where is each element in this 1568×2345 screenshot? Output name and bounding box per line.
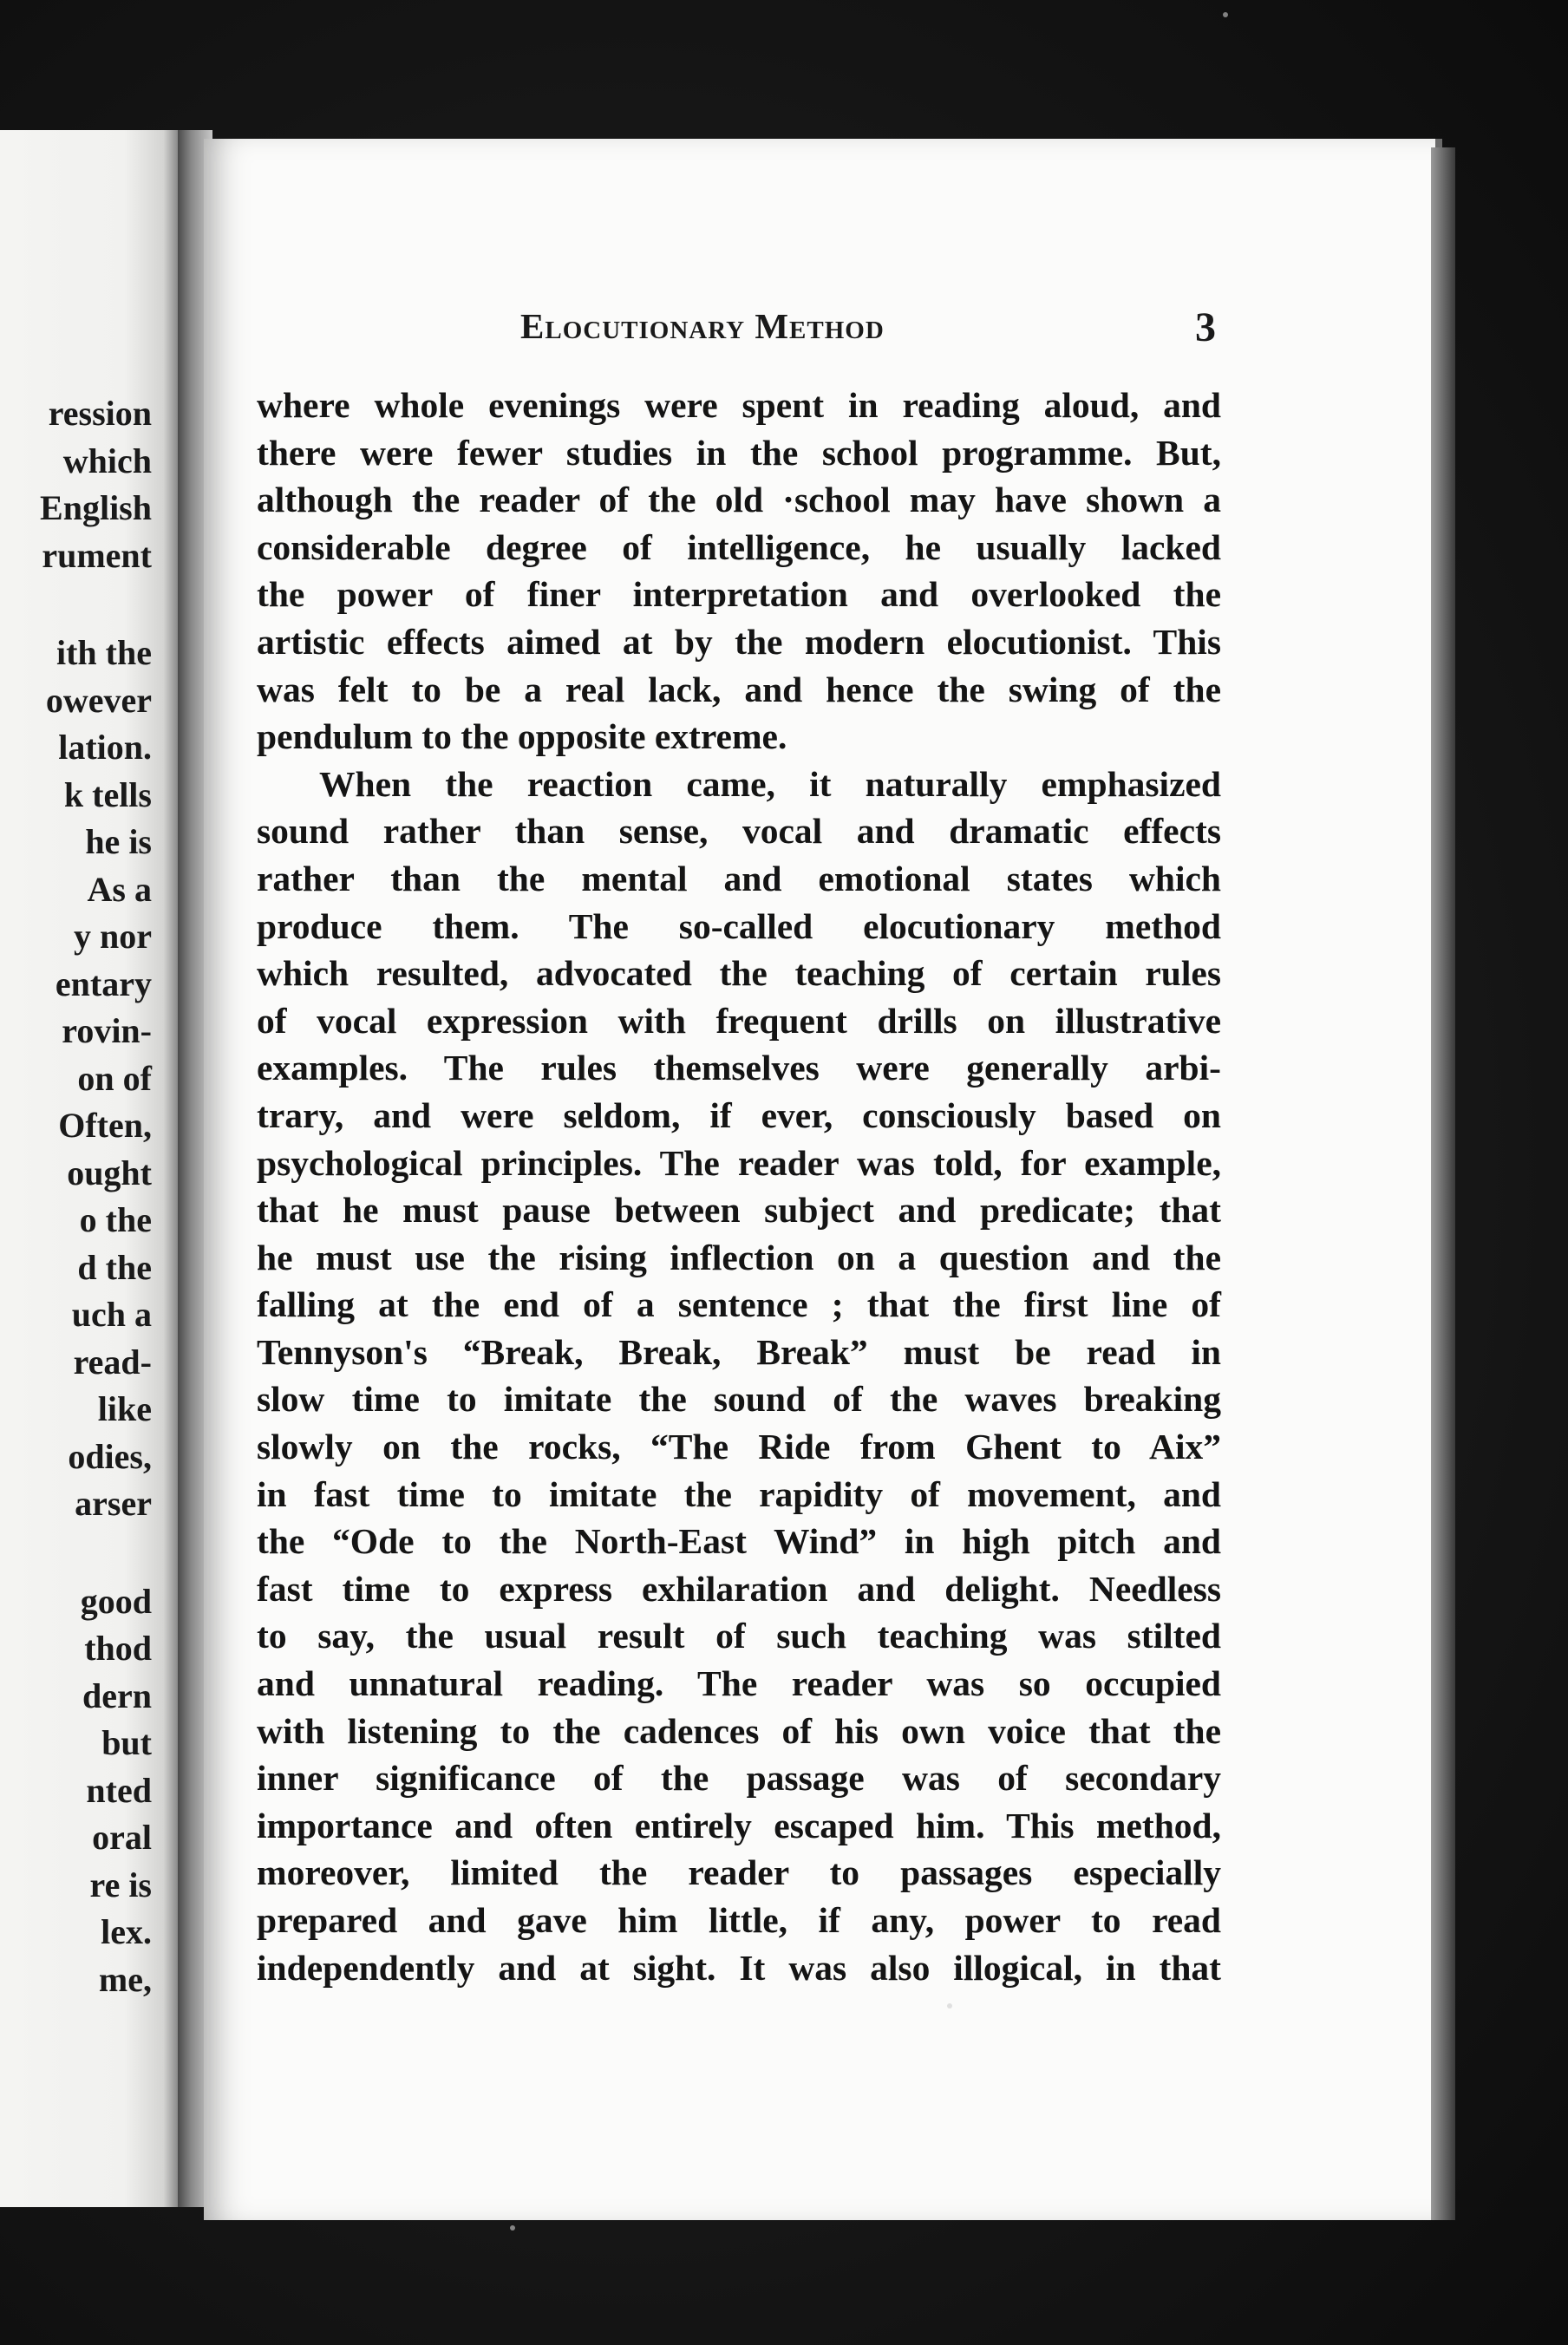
left-page-line: Often,	[58, 1106, 152, 1145]
text-line: there were fewer studies in the school programme. But,	[257, 432, 1221, 473]
left-page-line: me,	[98, 1959, 152, 1999]
text-line: Tennyson's “Break, Break, Break” must be read in	[257, 1331, 1221, 1372]
left-page-line: like	[97, 1389, 152, 1428]
left-page-line: on of	[77, 1058, 152, 1098]
left-page-line: entary	[55, 963, 152, 1003]
left-page-text	[0, 390, 152, 2003]
text-line: falling at the end of a sentence ; that the first line of	[257, 1284, 1221, 1325]
text-line: inner significance of the passage was of secondary	[257, 1758, 1221, 1799]
text-line: slowly on the rocks, “The Ride from Ghent to Aix”	[257, 1427, 1221, 1467]
page-number: 3	[1195, 304, 1216, 350]
left-page-line: rovin-	[62, 1011, 152, 1050]
text-line: artistic effects aimed at by the modern elocutionist. This	[257, 621, 1221, 662]
left-page-line: y nor	[74, 917, 152, 956]
text-line: psychological principles. The reader was told, for example,	[257, 1142, 1221, 1183]
dust-speck	[947, 2003, 952, 2009]
text-line: in fast time to imitate the rapidity of movement, and	[257, 1473, 1221, 1514]
left-page-line: uch a	[71, 1295, 152, 1334]
left-page-line: lex.	[101, 1912, 152, 1951]
left-page-line: English	[40, 488, 152, 527]
text-line: sound rather than sense, vocal and dramatic effects	[257, 811, 1221, 852]
left-page-line: good	[80, 1581, 152, 1621]
text-line: the “Ode to the North-East Wind” in high pitch and	[257, 1521, 1221, 1562]
text-line: considerable degree of intelligence, he usually lacked	[257, 526, 1221, 567]
text-line: that he must pause between subject and predicate; that	[257, 1190, 1221, 1231]
left-page-line: k tells	[63, 774, 152, 814]
left-page-line: which	[62, 441, 152, 480]
text-line: and unnatural reading. The reader was so occupied	[257, 1663, 1221, 1704]
left-page-line: arser	[75, 1484, 152, 1523]
text-line: trary, and were seldom, if ever, consciously based on	[257, 1094, 1221, 1135]
text-line: examples. The rules themselves were generally arbi-	[257, 1048, 1221, 1088]
left-page-line: As a	[87, 869, 152, 909]
text-line: pendulum to the opposite extreme.	[257, 716, 787, 757]
text-line: rather than the mental and emotional states which	[257, 858, 1221, 898]
left-page-line: o the	[79, 1200, 152, 1239]
text-line: which resulted, advocated the teaching of certain rules	[257, 953, 1221, 994]
text-line: When the reaction came, it naturally emphasized	[319, 763, 1221, 804]
text-line: of vocal expression with frequent drills on illustrative	[257, 1000, 1221, 1041]
left-page-line: nted	[86, 1770, 152, 1810]
text-line: slow time to imitate the sound of the waves breaking	[257, 1379, 1221, 1420]
left-page-line: thod	[84, 1629, 152, 1668]
dust-speck	[1223, 12, 1228, 17]
left-page-line: but	[101, 1723, 152, 1762]
text-line: was felt to be a real lack, and hence the swing of the	[257, 669, 1221, 709]
left-page-line: re is	[89, 1865, 152, 1904]
left-page-line: he is	[85, 822, 152, 861]
left-page-line	[0, 1528, 152, 1578]
text-line: where whole evenings were spent in reading aloud, and	[257, 385, 1221, 425]
page-edge	[1431, 147, 1455, 2220]
text-line: to say, the usual result of such teaching was stilted	[257, 1616, 1221, 1656]
left-page-line: oral	[92, 1818, 152, 1857]
left-page-line: ought	[67, 1153, 152, 1192]
text-line: moreover, limited the reader to passages especially	[257, 1852, 1221, 1893]
text-line: independently and at sight. It was also illogical, in that	[257, 1947, 1221, 1988]
left-page-line: lation.	[58, 728, 152, 767]
text-line: with listening to the cadences of his own voice that the	[257, 1710, 1221, 1751]
page-header	[520, 305, 1232, 347]
left-page	[0, 130, 178, 2207]
running-head: Elocutionary Method	[520, 306, 885, 346]
text-line: fast time to express exhilaration and delight. Needless	[257, 1568, 1221, 1609]
left-page-line: ith the	[56, 633, 152, 672]
text-line: the power of finer interpretation and overlooked the	[257, 574, 1221, 615]
left-page-line: owever	[45, 680, 152, 720]
text-line: importance and often entirely escaped him. This method,	[257, 1805, 1221, 1845]
left-page-line: odies,	[68, 1436, 152, 1476]
text-line: produce them. The so-called elocutionary method	[257, 905, 1221, 946]
text-line: prepared and gave him little, if any, power to read	[257, 1900, 1221, 1940]
left-page-line: rument	[42, 535, 152, 575]
body-text	[257, 382, 1221, 1991]
left-page-line	[0, 579, 152, 630]
left-page-line: dern	[82, 1675, 152, 1715]
left-page-line: d the	[77, 1247, 152, 1287]
left-page-line: ression	[48, 394, 152, 433]
left-page-line: read-	[73, 1342, 152, 1382]
text-line: although the reader of the old ·school may have shown a	[257, 480, 1221, 520]
dust-speck	[510, 2225, 515, 2231]
text-line: he must use the rising inflection on a question and the	[257, 1237, 1221, 1277]
